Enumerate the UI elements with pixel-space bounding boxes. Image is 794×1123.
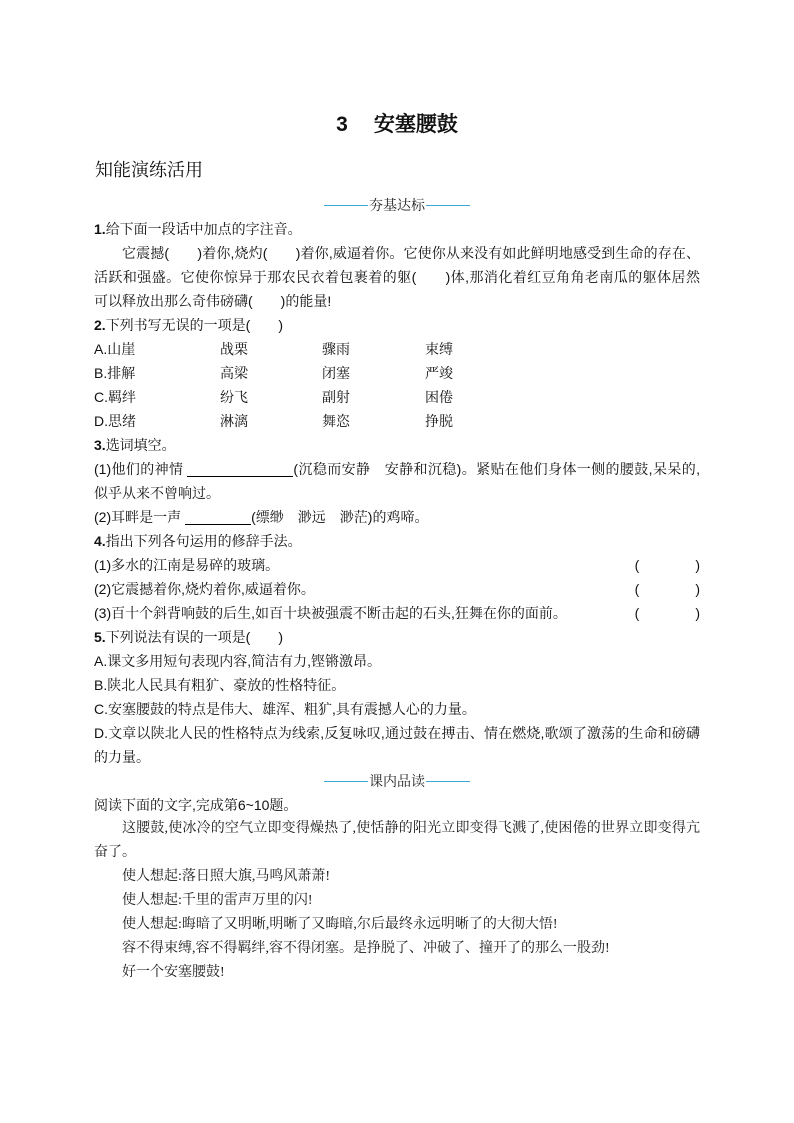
reading-instruction: 阅读下面的文字,完成第6~10题。: [94, 797, 298, 813]
question-5-option-a: A.课文多用短句表现内容,简洁有力,铿锵激昂。: [94, 653, 382, 669]
option-word: 淋漓: [220, 413, 248, 429]
answer-parentheses: ( ): [634, 581, 700, 597]
question-text: 选词填空。: [105, 437, 176, 453]
option-word: 严竣: [425, 365, 453, 381]
header-rule-left: [324, 781, 368, 782]
question-5-option-d: D.文章以陕北人民的性格特点为线索,反复咏叹,通过鼓在搏击、情在燃烧,歌颂了激荡的生命和磅礴: [94, 725, 700, 741]
question-1-paragraph-line: 它震撼( )着你,烧灼( )着你,威逼着你。它使你从来没有如此鲜明地感受到生命的存在、: [122, 245, 700, 261]
header-rule-right: [426, 781, 470, 782]
option-label: B.: [94, 365, 108, 381]
question-5-prompt: [94, 625, 700, 649]
question-4-item: [94, 553, 700, 577]
option-word: 战栗: [220, 341, 248, 357]
passage-line: 这腰鼓,使冰冷的空气立即变得燥热了,使恬静的阳光立即变得飞溅了,使困倦的世界立即变得亢: [122, 821, 700, 836]
option-row-a: [94, 337, 700, 361]
answer-blank: [185, 510, 251, 525]
question-number: 2.: [94, 317, 106, 333]
question-text: 下列书写无误的一项是( ): [105, 317, 284, 333]
option-cell: [94, 385, 220, 409]
item-tail-text: (缥缈 渺远 渺茫)的鸡啼。: [251, 509, 429, 525]
question-3-item-1-continued: 似乎从来不曾响过。: [94, 485, 220, 501]
option-word: 高梁: [220, 365, 248, 381]
option-word: 山崖: [107, 341, 136, 357]
option-word: 困倦: [425, 389, 453, 405]
option-cell: [94, 409, 220, 433]
question-number: 1.: [94, 221, 106, 237]
question-5-option-c: C.安塞腰鼓的特点是伟大、雄浑、粗犷,具有震撼人心的力量。: [94, 701, 476, 717]
item-sentence: (2)它震撼着你,烧灼着你,威逼着你。: [94, 581, 315, 597]
question-2-prompt: [94, 313, 700, 337]
question-text: 下列说法有误的一项是( ): [105, 629, 284, 645]
question-text: 给下面一段话中加点的字注音。: [105, 221, 302, 237]
option-word: 挣脱: [425, 413, 453, 429]
section-header-text: 课内品读: [369, 773, 425, 789]
option-word: 羁绊: [108, 389, 136, 405]
option-word: 思绪: [108, 413, 136, 429]
question-4-item: [94, 601, 700, 625]
header-rule-left: [324, 205, 368, 206]
reading-passage: [94, 817, 700, 985]
option-word: 副射: [322, 389, 350, 405]
item-lead-text: (2)耳畔是一声: [94, 509, 182, 525]
question-4-item: [94, 577, 700, 601]
question-1-paragraph-line: 活跃和强盛。它使你惊异于那农民衣着包裹着的躯( )体,那消化着红豆角角老南瓜的躯体居然: [94, 269, 700, 285]
lesson-title: 安塞腰鼓: [373, 113, 458, 136]
question-3-prompt: [94, 433, 700, 457]
item-sentence: (1)多水的江南是易碎的玻璃。: [94, 557, 280, 573]
option-label: C.: [94, 389, 108, 405]
option-word: 束缚: [425, 341, 453, 357]
option-word: 闭塞: [322, 365, 350, 381]
question-4-prompt: [94, 529, 700, 553]
section-header-text: 夯基达标: [369, 197, 425, 213]
section-label: 知能演练活用: [95, 160, 203, 180]
question-5-option-d-continued: 的力量。: [94, 749, 150, 765]
passage-line: 使人想起:千里的雷声万里的闪!: [122, 893, 313, 908]
page-title: [0, 110, 794, 140]
section-header-basic: [94, 193, 700, 217]
question-number: 4.: [94, 533, 106, 549]
answer-blank: [187, 462, 293, 477]
answer-parentheses: ( ): [634, 557, 700, 573]
question-1-paragraph-line: 可以释放出那么奇伟磅礴( )的能量!: [94, 293, 332, 309]
section-header-reading: [94, 769, 700, 793]
option-cell: [94, 361, 220, 385]
option-word: 排解: [107, 365, 136, 381]
question-1-prompt: [94, 217, 700, 241]
passage-line: 使人想起:晦暗了又明晰,明晰了又晦暗,尔后最终永远明晰了的大彻大悟!: [122, 917, 558, 932]
passage-line: 使人想起:落日照大旗,马鸣风萧萧!: [122, 869, 331, 884]
question-number: 3.: [94, 437, 106, 453]
worksheet-body: [94, 193, 700, 985]
option-label: A.: [94, 341, 108, 357]
passage-line: 容不得束缚,容不得羁绊,容不得闭塞。是挣脱了、冲破了、撞开了的那么一股劲!: [122, 941, 610, 956]
option-label: D.: [94, 413, 108, 429]
option-row-d: [94, 409, 700, 433]
option-word: 骤雨: [322, 341, 350, 357]
option-row-b: [94, 361, 700, 385]
passage-line: 奋了。: [94, 845, 136, 860]
passage-line: 好一个安塞腰鼓!: [122, 965, 225, 980]
answer-parentheses: ( ): [634, 605, 700, 621]
question-3-item-2: [94, 505, 700, 529]
header-rule-right: [426, 205, 470, 206]
item-sentence: (3)百十个斜背响鼓的后生,如百十块被强震不断击起的石头,狂舞在你的面前。: [94, 605, 567, 621]
option-cell: [94, 337, 220, 361]
question-3-item-1: [94, 457, 700, 481]
question-number: 5.: [94, 629, 106, 645]
item-tail-text: (沉稳而安静 安静和沉稳)。紧贴在他们身体一侧的腰鼓,呆呆的,: [293, 461, 700, 477]
item-lead-text: (1)他们的神情: [94, 461, 184, 477]
lesson-number: 3: [336, 113, 348, 136]
option-word: 纷飞: [220, 389, 248, 405]
option-word: 舞恣: [322, 413, 350, 429]
question-text: 指出下列各句运用的修辞手法。: [105, 533, 302, 549]
option-row-c: [94, 385, 700, 409]
question-5-option-b: B.陕北人民具有粗犷、豪放的性格特征。: [94, 677, 346, 693]
